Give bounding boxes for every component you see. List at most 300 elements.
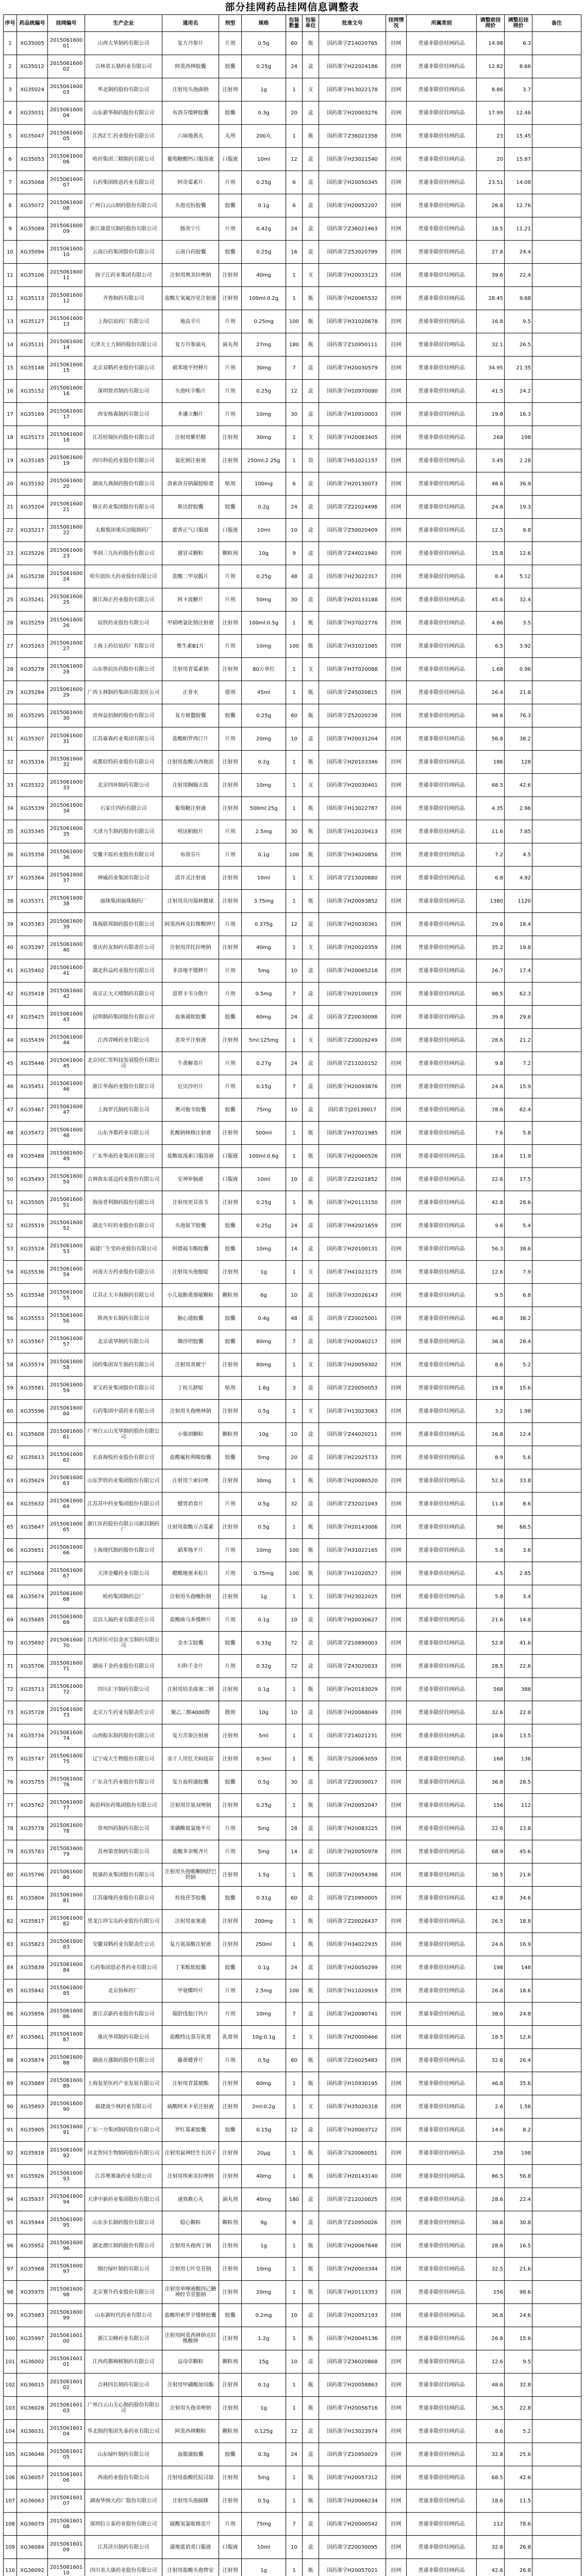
- cell-manufacturer: 北京万生药业有限责任公司: [85, 1701, 162, 1724]
- cell-price-before: 16.8: [477, 1423, 505, 1446]
- col-header-remark: 备注: [532, 15, 581, 32]
- cell-listing-code: 201506160002: [48, 55, 85, 78]
- cell-dosage-form: 注射剂: [219, 2258, 242, 2281]
- cell-seq: 53: [4, 1238, 17, 1261]
- cell-generic-name: 清开灵注射液: [162, 867, 219, 890]
- cell-drug-code: XG36002: [17, 2350, 48, 2374]
- cell-price-before: 26.8: [477, 2327, 505, 2350]
- cell-remark: [532, 403, 581, 426]
- cell-price-after: 28.6: [505, 1191, 532, 1214]
- cell-remark: [532, 565, 581, 588]
- cell-approval-no: 国药准字H20003712: [319, 2119, 386, 2142]
- cell-generic-name: 云南白药胶囊: [162, 241, 219, 264]
- cell-drug-code: XG35685: [17, 1608, 48, 1632]
- cell-drug-code: XG35439: [17, 1029, 48, 1052]
- cell-dosage-form: 注射剂: [219, 287, 242, 310]
- cell-remark: [532, 1284, 581, 1307]
- cell-generic-name: 注射用阿莫西林钠克拉维酸钾: [162, 2327, 219, 2350]
- cell-generic-name: 恩替卡韦分散片: [162, 982, 219, 1006]
- cell-listing-status: 挂网: [386, 2374, 407, 2397]
- cell-approval-no: 国药准字Z11020152: [319, 1052, 386, 1075]
- cell-spec: 0.25mg: [242, 310, 286, 333]
- cell-category: 普通非限价挂网药品: [407, 982, 477, 1006]
- cell-listing-code: 201506160013: [48, 310, 85, 333]
- cell-dosage-form: 胶囊: [219, 101, 242, 125]
- cell-approval-no: 国药准字H22025733: [319, 1446, 386, 1469]
- cell-approval-no: 国药准字H12020413: [319, 820, 386, 843]
- cell-price-before: 68.5: [477, 774, 505, 797]
- cell-pack-qty: 1: [286, 1122, 303, 1145]
- cell-category: 普通非限价挂网药品: [407, 1006, 477, 1029]
- cell-pack-qty: 10: [286, 1608, 303, 1632]
- cell-listing-code: 201506160047: [48, 1098, 85, 1122]
- cell-listing-code: 201506160103: [48, 2397, 85, 2420]
- cell-approval-no: 国药准字H20083225: [319, 1817, 386, 1840]
- cell-approval-no: 国药准字Z20026437: [319, 1910, 386, 1933]
- cell-approval-no: 国药准字H20031204: [319, 727, 386, 751]
- cell-manufacturer: 天津力生制药股份有限公司: [85, 820, 162, 843]
- cell-approval-no: 国药准字H20083405: [319, 426, 386, 449]
- cell-approval-no: 国药准字H20080741: [319, 2003, 386, 2026]
- cell-price-before: 9.5: [477, 1284, 505, 1307]
- cell-spec: 250ml: [242, 1933, 286, 1956]
- cell-manufacturer: 国药集团容生制药有限公司: [85, 1353, 162, 1377]
- cell-dosage-form: 注射剂: [219, 2374, 242, 2397]
- cell-seq: 21: [4, 496, 17, 519]
- cell-price-after: 62.4: [505, 1098, 532, 1122]
- cell-price-before: 21.6: [477, 1608, 505, 1632]
- cell-drug-code: XG35364: [17, 867, 48, 890]
- cell-remark: [532, 1029, 581, 1052]
- cell-listing-code: 201506160061: [48, 1423, 85, 1446]
- cell-spec: 10ml: [242, 1168, 286, 1191]
- cell-drug-code: XG35596: [17, 1400, 48, 1423]
- cell-remark: [532, 1145, 581, 1168]
- cell-approval-no: 国药准字H20045136: [319, 2327, 386, 2350]
- cell-price-after: 5.4: [505, 1214, 532, 1238]
- cell-seq: 34: [4, 797, 17, 820]
- cell-price-after: 9.8: [505, 519, 532, 542]
- cell-listing-code: 201506160078: [48, 1817, 85, 1840]
- table-row: [4, 1933, 581, 1956]
- cell-approval-no: 国药准字Z43020033: [319, 1655, 386, 1678]
- cell-spec: 1.2g: [242, 2327, 286, 2350]
- cell-manufacturer: 深圳致君制药有限公司: [85, 380, 162, 403]
- table-row: [4, 1887, 581, 1910]
- cell-seq: 18: [4, 426, 17, 449]
- cell-remark: [532, 1678, 581, 1701]
- cell-drug-code: XG35173: [17, 426, 48, 449]
- cell-remark: [532, 1701, 581, 1724]
- cell-listing-code: 201506160053: [48, 1238, 85, 1261]
- cell-pack-qty: 12: [286, 148, 303, 171]
- cell-pack-qty: 1: [286, 1933, 303, 1956]
- cell-listing-status: 挂网: [386, 1771, 407, 1794]
- cell-remark: [532, 1910, 581, 1933]
- cell-listing-code: 201506160054: [48, 1261, 85, 1284]
- cell-drug-code: XG35339: [17, 797, 48, 820]
- cell-price-before: 32.6: [477, 1701, 505, 1724]
- cell-remark: [532, 588, 581, 612]
- cell-drug-code: XG35358: [17, 843, 48, 867]
- cell-manufacturer: 神威药业集团有限公司: [85, 867, 162, 890]
- cell-approval-no: 国药准字H20059302: [319, 1353, 386, 1377]
- cell-price-after: 26.4: [505, 2049, 532, 2072]
- cell-remark: [532, 2049, 581, 2072]
- cell-pack-unit: 支: [303, 936, 319, 959]
- cell-pack-unit: 盒: [303, 101, 319, 125]
- cell-listing-code: 201506160065: [48, 1516, 85, 1539]
- cell-price-before: 52.6: [477, 1469, 505, 1493]
- cell-spec: 0.1g: [242, 1956, 286, 1979]
- cell-drug-code: XG35823: [17, 1933, 48, 1956]
- cell-remark: [532, 55, 581, 78]
- cell-drug-code: XG35839: [17, 1956, 48, 1979]
- cell-category: 普通非限价挂网药品: [407, 125, 477, 148]
- cell-pack-qty: 28: [286, 1817, 303, 1840]
- cell-approval-no: 国药准字S20060051: [319, 2142, 386, 2165]
- cell-pack-qty: 60: [286, 704, 303, 727]
- cell-manufacturer: 江苏康缘药业股份有限公司: [85, 1887, 162, 1910]
- cell-pack-unit: 瓶: [303, 1562, 319, 1585]
- cell-pack-qty: 10: [286, 519, 303, 542]
- cell-approval-no: 国药准字H20113353: [319, 2281, 386, 2304]
- table-row: [4, 2211, 581, 2234]
- cell-price-after: 9.5: [505, 2350, 532, 2374]
- cell-pack-unit: 盒: [303, 217, 319, 241]
- cell-pack-qty: 1: [286, 264, 303, 287]
- cell-price-before: 186: [477, 751, 505, 774]
- table-row: [4, 565, 581, 588]
- cell-price-after: 1.98: [505, 1400, 532, 1423]
- cell-pack-unit: 盒: [303, 588, 319, 612]
- cell-approval-no: 国药准字H20033123: [319, 264, 386, 287]
- cell-category: 普通非限价挂网药品: [407, 472, 477, 496]
- cell-pack-qty: 1: [286, 2374, 303, 2397]
- cell-pack-qty: 7: [286, 982, 303, 1006]
- cell-category: 普通非限价挂网药品: [407, 2559, 477, 2576]
- cell-manufacturer: 贵州益佰制药股份有限公司: [85, 704, 162, 727]
- cell-remark: [532, 2466, 581, 2489]
- cell-dosage-form: 胶囊: [219, 1956, 242, 1979]
- cell-generic-name: 盐酸左氧氟沙星注射液: [162, 287, 219, 310]
- cell-drug-code: XG35524: [17, 1238, 48, 1261]
- cell-price-after: 3.92: [505, 635, 532, 658]
- cell-seq: 20: [4, 472, 17, 496]
- cell-price-after: 128: [505, 751, 532, 774]
- cell-pack-unit: 盒: [303, 194, 319, 217]
- cell-pack-unit: 瓶: [303, 333, 319, 357]
- cell-manufacturer: 河北智同生物制药股份有限公司: [85, 2142, 162, 2165]
- cell-pack-unit: 支: [303, 658, 319, 681]
- cell-pack-qty: 30: [286, 403, 303, 426]
- cell-listing-status: 挂网: [386, 1979, 407, 2003]
- cell-listing-status: 挂网: [386, 1353, 407, 1377]
- cell-listing-code: 201506160095: [48, 2211, 85, 2234]
- cell-generic-name: 硫酸氢氯吡格雷片: [162, 2513, 219, 2536]
- cell-manufacturer: 吉林敖东延边药业股份有限公司: [85, 1168, 162, 1191]
- cell-spec: 20μg: [242, 2142, 286, 2165]
- cell-pack-unit: 瓶: [303, 890, 319, 913]
- cell-approval-no: 国药准字H20003276: [319, 101, 386, 125]
- cell-pack-unit: 瓶: [303, 2258, 319, 2281]
- cell-manufacturer: 江苏济川制药有限公司: [85, 2536, 162, 2559]
- cell-price-before: 18.6: [477, 1724, 505, 1748]
- table-row: [4, 519, 581, 542]
- cell-remark: [532, 727, 581, 751]
- cell-approval-no: 国药准字J20130017: [319, 1098, 386, 1122]
- cell-category: 普通非限价挂网药品: [407, 727, 477, 751]
- cell-remark: [532, 2258, 581, 2281]
- cell-category: 普通非限价挂网药品: [407, 78, 477, 101]
- cell-dosage-form: 颗粒剂: [219, 2211, 242, 2234]
- cell-dosage-form: 胶囊: [219, 1446, 242, 1469]
- cell-category: 普通非限价挂网药品: [407, 217, 477, 241]
- cell-listing-code: 201506160030: [48, 704, 85, 727]
- cell-remark: [532, 2374, 581, 2397]
- cell-seq: 73: [4, 1701, 17, 1724]
- cell-pack-unit: 支: [303, 264, 319, 287]
- cell-dosage-form: 注射剂: [219, 867, 242, 890]
- cell-listing-status: 挂网: [386, 1122, 407, 1145]
- cell-pack-qty: 1: [286, 2489, 303, 2513]
- cell-pack-qty: 100: [286, 310, 303, 333]
- cell-remark: [532, 1469, 581, 1493]
- cell-remark: [532, 1400, 581, 1423]
- cell-listing-code: 201506160025: [48, 588, 85, 612]
- cell-drug-code: XG36028: [17, 2397, 48, 2420]
- table-row: [4, 148, 581, 171]
- cell-spec: 0.125g: [242, 2420, 286, 2443]
- cell-seq: 10: [4, 241, 17, 264]
- cell-generic-name: 盐酸氨溴索口服溶液: [162, 1145, 219, 1168]
- cell-approval-no: 国药准字H20030579: [319, 357, 386, 380]
- cell-category: 普通非限价挂网药品: [407, 1655, 477, 1678]
- cell-price-after: 19.8: [505, 936, 532, 959]
- cell-pack-unit: 盒: [303, 1168, 319, 1191]
- cell-listing-status: 挂网: [386, 241, 407, 264]
- cell-category: 普通非限价挂网药品: [407, 2489, 477, 2513]
- cell-seq: 56: [4, 1307, 17, 1330]
- cell-spec: 200mg: [242, 1910, 286, 1933]
- cell-dosage-form: 片剂: [219, 913, 242, 936]
- cell-listing-status: 挂网: [386, 1284, 407, 1307]
- table-row: [4, 681, 581, 704]
- table-row: [4, 612, 581, 635]
- cell-spec: 0.1g: [242, 2374, 286, 2397]
- cell-manufacturer: 宜昌人福药业有限责任公司: [85, 1608, 162, 1632]
- cell-pack-qty: 1: [286, 2072, 303, 2095]
- cell-spec: 1g: [242, 2397, 286, 2420]
- cell-pack-qty: 100: [286, 1562, 303, 1585]
- cell-dosage-form: 片剂: [219, 171, 242, 194]
- cell-category: 普通非限价挂网药品: [407, 1701, 477, 1724]
- cell-listing-code: 201506160089: [48, 2072, 85, 2095]
- cell-price-after: 26.5: [505, 333, 532, 357]
- cell-manufacturer: 长春海悦药业股份有限公司: [85, 1446, 162, 1469]
- cell-pack-qty: 10: [286, 959, 303, 982]
- cell-listing-status: 挂网: [386, 426, 407, 449]
- cell-dosage-form: 胶囊: [219, 2304, 242, 2327]
- cell-remark: [532, 913, 581, 936]
- cell-remark: [532, 1261, 581, 1284]
- cell-remark: [532, 2281, 581, 2304]
- cell-price-before: 32.5: [477, 2258, 505, 2281]
- cell-listing-code: 201506160066: [48, 1539, 85, 1562]
- cell-drug-code: XG35734: [17, 1724, 48, 1748]
- cell-spec: 0.25g: [242, 171, 286, 194]
- cell-pack-unit: 支: [303, 1585, 319, 1608]
- cell-price-after: 28.4: [505, 1330, 532, 1353]
- cell-generic-name: 桂枝茯苓胶囊: [162, 1887, 219, 1910]
- cell-dosage-form: 颗粒剂: [219, 1423, 242, 1446]
- cell-price-before: 29.6: [477, 913, 505, 936]
- table-row: [4, 1145, 581, 1168]
- cell-price-before: 5.8: [477, 1585, 505, 1608]
- cell-manufacturer: 珠海联邦制药股份有限公司: [85, 913, 162, 936]
- cell-seq: 83: [4, 1933, 17, 1956]
- cell-listing-code: 201506160041: [48, 959, 85, 982]
- cell-price-before: 48.6: [477, 472, 505, 496]
- cell-manufacturer: 湖北潜江制药股份有限公司: [85, 2234, 162, 2258]
- cell-pack-qty: 9: [286, 2211, 303, 2234]
- table-row: [4, 936, 581, 959]
- table-row: [4, 2142, 581, 2165]
- cell-dosage-form: 片剂: [219, 2513, 242, 2536]
- cell-pack-qty: 1: [286, 658, 303, 681]
- cell-dosage-form: 胶囊: [219, 194, 242, 217]
- cell-remark: [532, 264, 581, 287]
- cell-remark: [532, 1353, 581, 1377]
- table-row: [4, 333, 581, 357]
- cell-generic-name: 注射用盐酸吉西他滨: [162, 751, 219, 774]
- col-header-manufacturer: 生产企业: [85, 15, 162, 32]
- cell-approval-no: 国药准字H20057312: [319, 2466, 386, 2489]
- cell-approval-no: 国药准字H20057021: [319, 2559, 386, 2576]
- cell-drug-code: XG35284: [17, 681, 48, 704]
- cell-listing-code: 201506160070: [48, 1632, 85, 1655]
- cell-approval-no: 国药准字H20003344: [319, 2258, 386, 2281]
- cell-seq: 31: [4, 727, 17, 751]
- cell-price-before: 56.3: [477, 1238, 505, 1261]
- cell-category: 普通非限价挂网药品: [407, 1168, 477, 1191]
- table-row: [4, 2281, 581, 2304]
- cell-price-before: 35.2: [477, 936, 505, 959]
- cell-pack-unit: 盒: [303, 1632, 319, 1655]
- cell-approval-no: 国药准字Z13020880: [319, 867, 386, 890]
- cell-pack-qty: 24: [286, 2443, 303, 2466]
- cell-pack-qty: 1: [286, 2142, 303, 2165]
- cell-manufacturer: 太极集团重庆涪陵制药厂: [85, 519, 162, 542]
- cell-manufacturer: 悦康药业集团股份有限公司: [85, 1863, 162, 1887]
- cell-pack-unit: 瓶: [303, 2327, 319, 2350]
- cell-drug-code: XG35668: [17, 1562, 48, 1585]
- cell-generic-name: 布洛芬片: [162, 843, 219, 867]
- cell-price-after: 14.8: [505, 1608, 532, 1632]
- cell-remark: [532, 1933, 581, 1956]
- cell-price-before: 18.5: [477, 217, 505, 241]
- cell-remark: [532, 2397, 581, 2420]
- cell-category: 普通非限价挂网药品: [407, 1377, 477, 1400]
- cell-generic-name: 注射用盐酸头孢替安: [162, 2559, 219, 2576]
- cell-seq: 25: [4, 588, 17, 612]
- cell-dosage-form: 片剂: [219, 820, 242, 843]
- cell-pack-unit: 瓶: [303, 2489, 319, 2513]
- cell-manufacturer: 山西振东制药股份有限公司: [85, 1724, 162, 1748]
- cell-price-after: 1120: [505, 890, 532, 913]
- cell-spec: 5ml:125mg: [242, 1029, 286, 1052]
- cell-price-before: 45.6: [477, 588, 505, 612]
- cell-drug-code: XG35259: [17, 612, 48, 635]
- cell-spec: 1.6g: [242, 1377, 286, 1400]
- cell-approval-no: 国药准字S20063059: [319, 1748, 386, 1771]
- cell-drug-code: XG35192: [17, 472, 48, 496]
- cell-category: 普通非限价挂网药品: [407, 2397, 477, 2420]
- cell-manufacturer: 北京同仁堂科技发展股份有限公司: [85, 1052, 162, 1075]
- cell-manufacturer: 江西汇仁药业股份有限公司: [85, 125, 162, 148]
- cell-listing-status: 挂网: [386, 913, 407, 936]
- cell-category: 普通非限价挂网药品: [407, 241, 477, 264]
- cell-listing-code: 201506160001: [48, 32, 85, 55]
- cell-price-after: 24.6: [505, 2304, 532, 2327]
- cell-drug-code: XG35072: [17, 194, 48, 217]
- cell-remark: [532, 2559, 581, 2576]
- cell-price-after: 7.9: [505, 1261, 532, 1284]
- cell-drug-code: XG35402: [17, 959, 48, 982]
- cell-approval-no: 国药准字H20052207: [319, 194, 386, 217]
- cell-approval-no: 国药准字H20030401: [319, 774, 386, 797]
- cell-category: 普通非限价挂网药品: [407, 588, 477, 612]
- cell-manufacturer: 江苏豪森药业集团有限公司: [85, 727, 162, 751]
- cell-drug-code: XG35778: [17, 1817, 48, 1840]
- table-row: [4, 2234, 581, 2258]
- cell-remark: [532, 751, 581, 774]
- cell-pack-qty: 10: [286, 1098, 303, 1122]
- table-row: [4, 1585, 581, 1608]
- cell-listing-status: 挂网: [386, 1748, 407, 1771]
- cell-dosage-form: 注射剂: [219, 2281, 242, 2304]
- cell-price-before: 36.5: [477, 2397, 505, 2420]
- cell-spec: 10mg: [242, 1539, 286, 1562]
- cell-manufacturer: 云南白药集团股份有限公司: [85, 241, 162, 264]
- cell-remark: [532, 1771, 581, 1794]
- cell-manufacturer: 广东一力集团制药股份有限公司: [85, 2119, 162, 2142]
- cell-pack-unit: 盒: [303, 55, 319, 78]
- cell-listing-code: 201506160016: [48, 380, 85, 403]
- table-row: [4, 1493, 581, 1516]
- cell-manufacturer: 烟台绿叶制药有限公司: [85, 2258, 162, 2281]
- cell-drug-code: XG35632: [17, 1493, 48, 1516]
- cell-dosage-form: 口服液: [219, 148, 242, 171]
- cell-manufacturer: 江苏苏中药业集团股份有限公司: [85, 1493, 162, 1516]
- cell-approval-no: 国药准字Z22021852: [319, 1168, 386, 1191]
- cell-remark: [532, 867, 581, 890]
- cell-listing-status: 挂网: [386, 2420, 407, 2443]
- cell-seq: 11: [4, 264, 17, 287]
- cell-price-before: 8.9: [477, 1446, 505, 1469]
- cell-category: 普通非限价挂网药品: [407, 1910, 477, 1933]
- cell-approval-no: 国药准字H20060526: [319, 1145, 386, 1168]
- cell-dosage-form: 片剂: [219, 635, 242, 658]
- cell-drug-code: XG35472: [17, 1122, 48, 1145]
- cell-seq: 105: [4, 2443, 17, 2466]
- cell-manufacturer: 山东绿叶制药有限公司: [85, 2443, 162, 2466]
- cell-price-before: 42.6: [477, 2559, 505, 2576]
- cell-pack-unit: 盒: [303, 1956, 319, 1979]
- cell-price-after: 11.5: [505, 2489, 532, 2513]
- cell-approval-no: 国药准字H10970090: [319, 380, 386, 403]
- cell-approval-no: 国药准字H31020678: [319, 310, 386, 333]
